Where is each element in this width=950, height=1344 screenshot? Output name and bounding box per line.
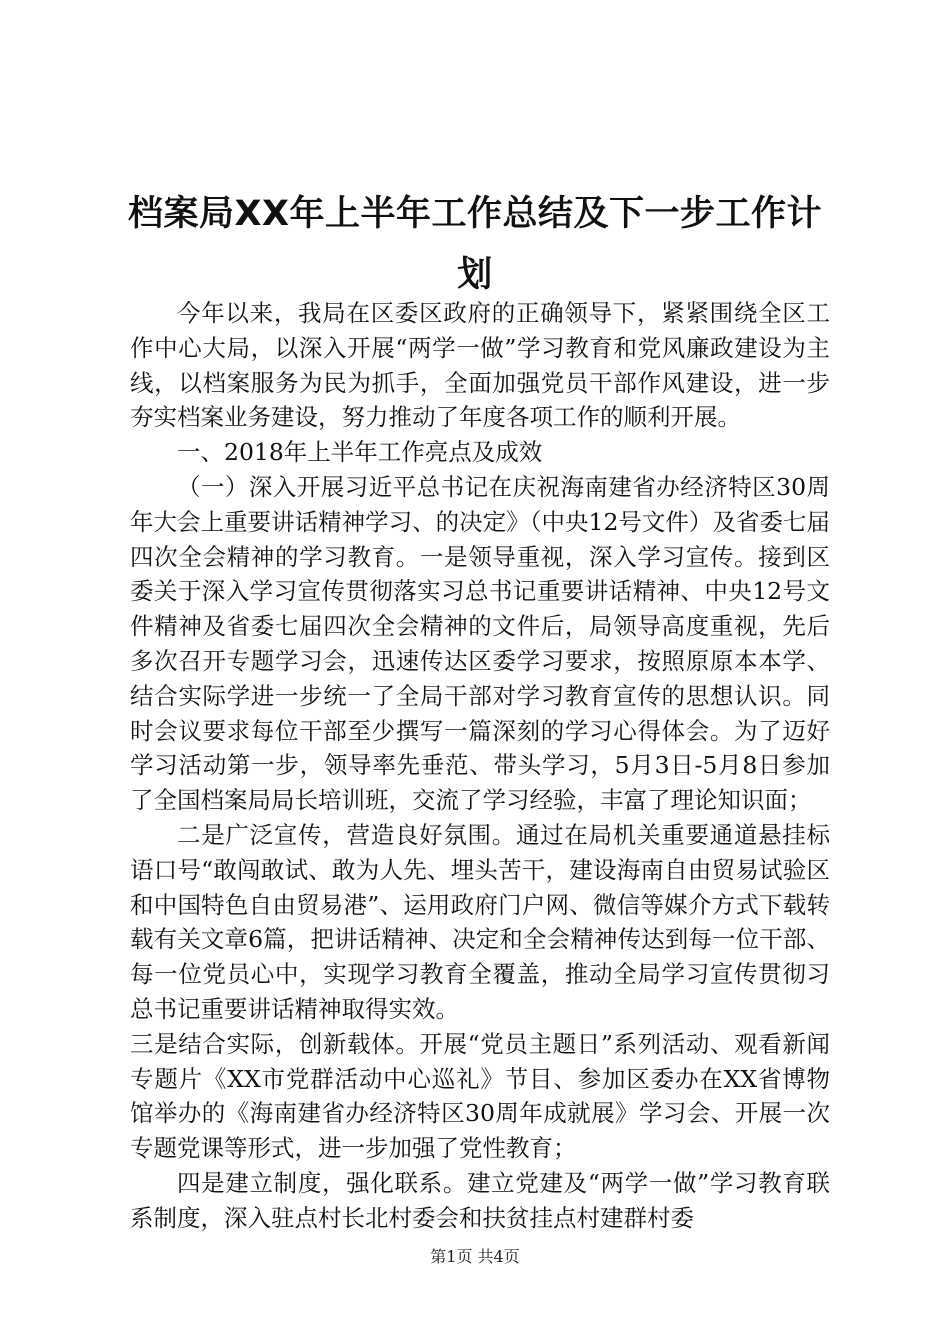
paragraph-point-2: 二是广泛宣传，营造良好氛围。通过在局机关重要通道悬挂标语口号“敢闯敢试、敢为人先、埋头苦干，建设海南自由贸易试验区和中国特色自由贸易港”、运用政府门户网、微信等媒介方式下载转载有关文章6篇，把讲话精神、决定和全会精神传达到每一位干部、每一位党员心中，实现学习教育全覆盖，推动全局学习宣传贯彻习总书记重要讲话精神取得实效。 — [130, 820, 830, 1023]
section-heading: 一、2018年上半年工作亮点及成效 — [177, 438, 543, 467]
paragraph-point-3: 三是结合实际，创新载体。开展“党员主题日”系列活动、观看新闻专题片《XX市党群活动中心巡礼》节目、参加区委办在XX省博物馆举办的《海南建省办经济特区30周年成就展》学习会、开展一次专题党课等形式，进一步加强了党性教育； — [130, 1029, 830, 1163]
document-body — [130, 296, 830, 1236]
paragraph-point-4: 四是建立制度，强化联系。建立党建及“两学一做”学习教育联系制度，深入驻点村长北村委会和扶贫挂点村建群村委 — [130, 1168, 830, 1232]
paragraph-subsection-1: （一）深入开展习近平总书记在庆祝海南建省办经济特区30周年大会上重要讲话精神学习、的决定》（中央12号文件）及省委七届四次全会精神的学习教育。一是领导重视，深入学习宣传。接到区委关于深入学习宣传贯彻落实习总书记重要讲话精神、中央12号文件精神及省委七届四次全会精神的文件后，局领导高度重视，先后多次召开专题学习会，迅速传达区委学习要求，按照原原本本学、结合实际学进一步统一了全局干部对学习教育宣传的思想认识。同时会议要求每位干部至少撰写一篇深刻的学习心得体会。为了迈好学习活动第一步，领导率先垂范、带头学习，5月3日-5月8日参加了全国档案局局长培训班，交流了学习经验，丰富了理论知识面； — [130, 472, 830, 815]
page-number-footer: 第1页 共4页 — [430, 1247, 520, 1266]
paragraph-intro: 今年以来，我局在区委区政府的正确领导下，紧紧围绕全区工作中心大局，以深入开展“两学一做”学习教育和党风廉政建设为主线，以档案服务为民为抓手，全面加强党员干部作风建设，进一步夯实档案业务建设，努力推动了年度各项工作的顺利开展。 — [130, 299, 830, 432]
document-title: 档案局XX年上半年工作总结及下一步工作计划 — [128, 194, 822, 295]
